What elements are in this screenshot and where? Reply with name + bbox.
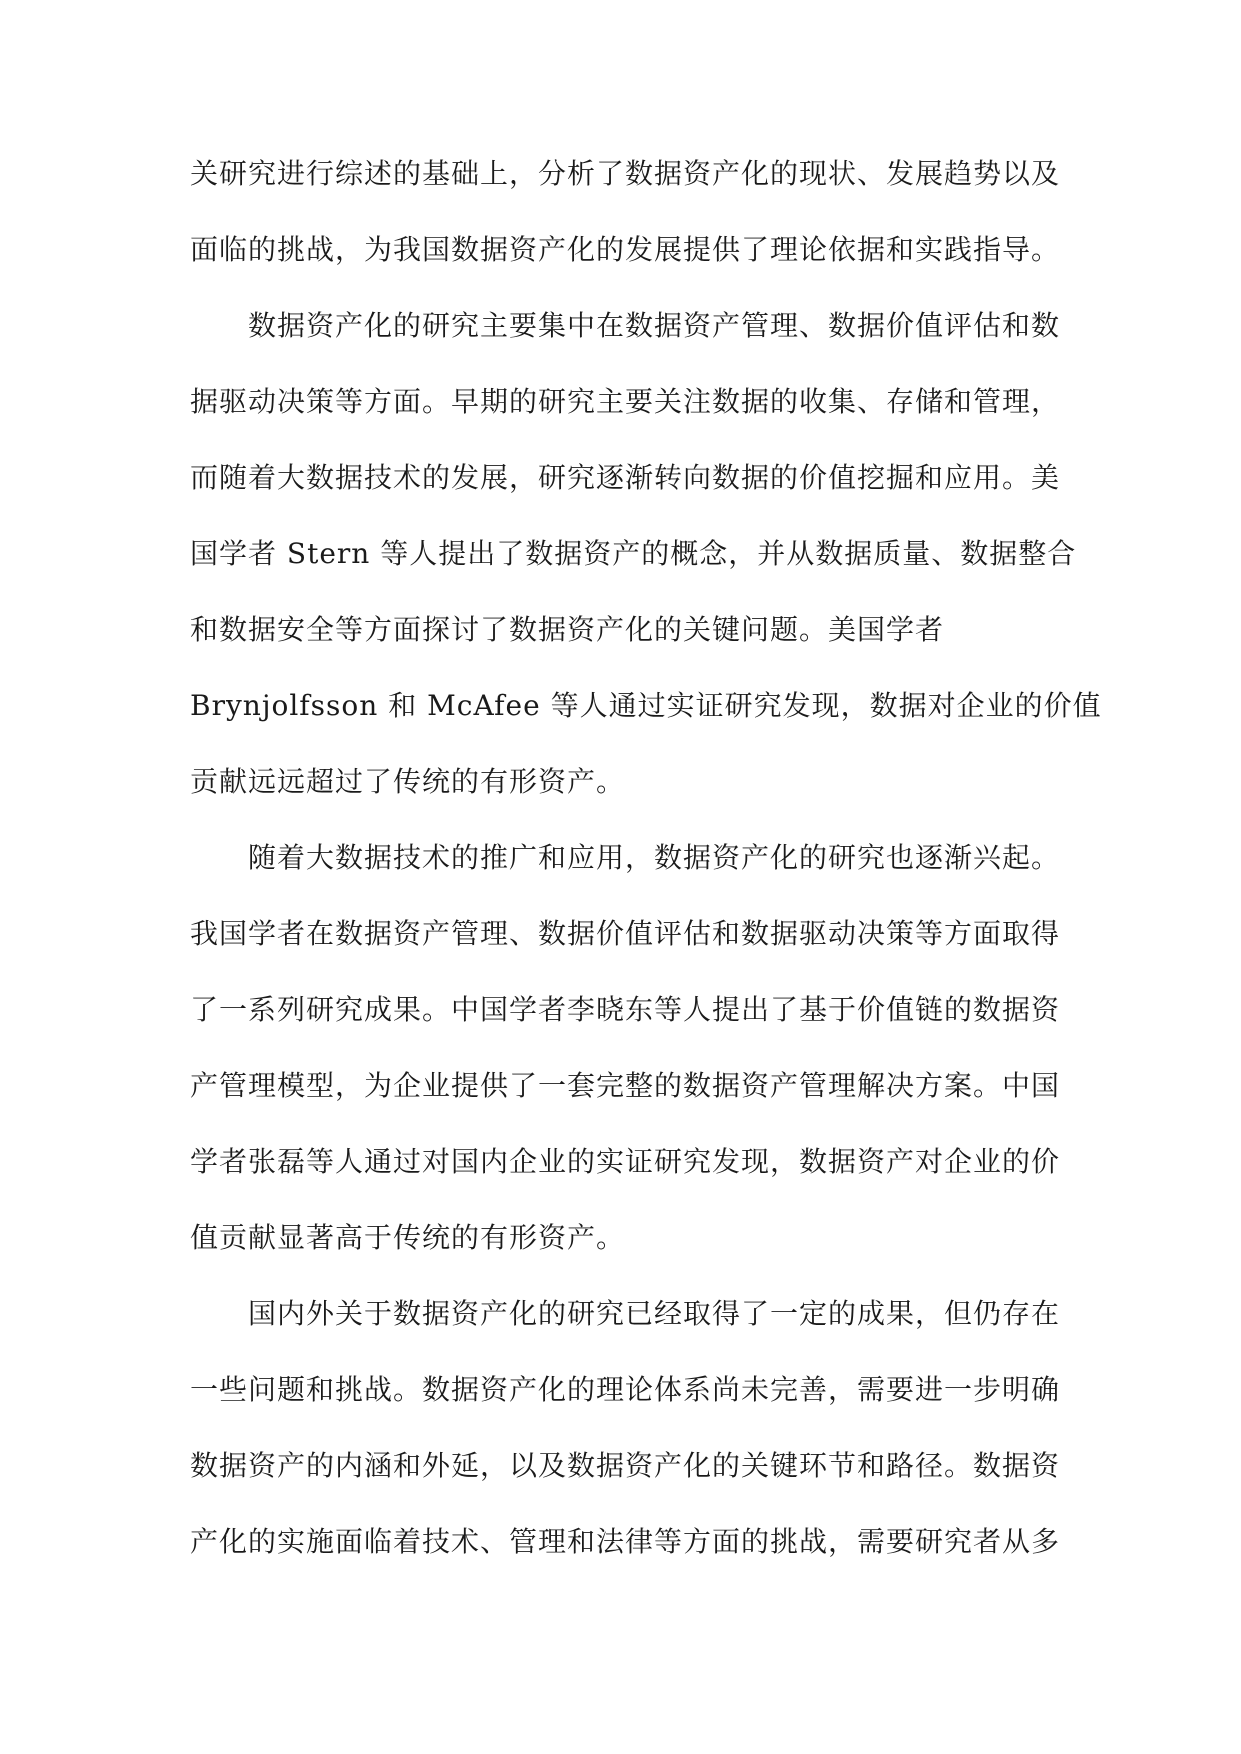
text-line-18: 数据资产的内涵和外延，以及数据资产化的关键环节和路径。数据资 xyxy=(190,1449,1061,1482)
text-line-15: 值贡献显著高于传统的有形资产。 xyxy=(190,1221,626,1254)
text-line-5: 而随着大数据技术的发展，研究逐渐转向数据的价值挖掘和应用。美 xyxy=(190,461,1061,494)
text-line-17: 一些问题和挑战。数据资产化的理论体系尚未完善，需要进一步明确 xyxy=(190,1373,1061,1406)
body-text xyxy=(190,136,1102,1580)
text-line-14: 学者张磊等人通过对国内企业的实证研究发现，数据资产对企业的价 xyxy=(190,1145,1061,1178)
text-line-13: 产管理模型，为企业提供了一套完整的数据资产管理解决方案。中国 xyxy=(190,1069,1061,1102)
text-line-4: 据驱动决策等方面。早期的研究主要关注数据的收集、存储和管理， xyxy=(190,385,1061,418)
text-line-3: 数据资产化的研究主要集中在数据资产管理、数据价值评估和数 xyxy=(248,309,1061,342)
text-line-8: Brynjolfsson 和 McAfee 等人通过实证研究发现，数据对企业的价值 xyxy=(190,689,1102,722)
text-line-1: 关研究进行综述的基础上，分析了数据资产化的现状、发展趋势以及 xyxy=(190,157,1061,190)
text-line-12: 了一系列研究成果。中国学者李晓东等人提出了基于价值链的数据资 xyxy=(190,993,1061,1026)
text-line-7: 和数据安全等方面探讨了数据资产化的关键问题。美国学者 xyxy=(190,613,945,646)
text-line-19: 产化的实施面临着技术、管理和法律等方面的挑战，需要研究者从多 xyxy=(190,1525,1061,1558)
text-line-11: 我国学者在数据资产管理、数据价值评估和数据驱动决策等方面取得 xyxy=(190,917,1061,950)
text-line-16: 国内外关于数据资产化的研究已经取得了一定的成果，但仍存在 xyxy=(248,1297,1061,1330)
text-line-6: 国学者 Stern 等人提出了数据资产的概念，并从数据质量、数据整合 xyxy=(190,537,1077,570)
text-line-10: 随着大数据技术的推广和应用，数据资产化的研究也逐渐兴起。 xyxy=(248,841,1061,874)
text-line-9: 贡献远远超过了传统的有形资产。 xyxy=(190,765,626,798)
text-line-2: 面临的挑战，为我国数据资产化的发展提供了理论依据和实践指导。 xyxy=(190,233,1061,266)
